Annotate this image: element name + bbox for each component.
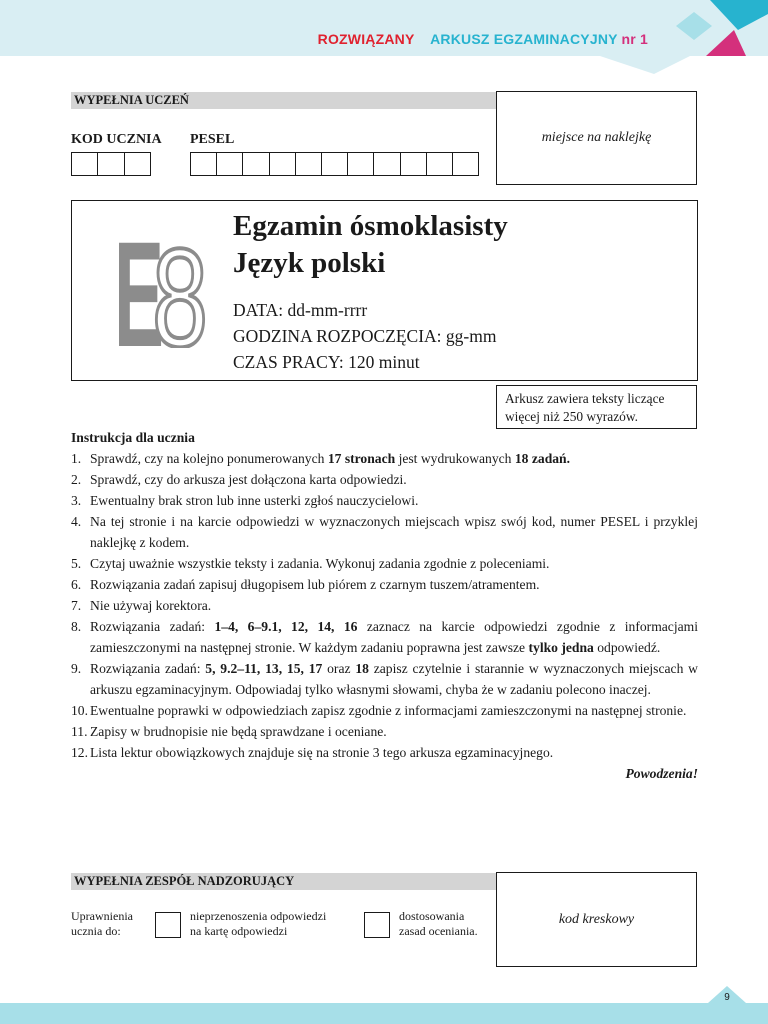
instruction-item bbox=[71, 658, 698, 700]
instruction-number: 7. bbox=[71, 598, 82, 613]
exam-title: Egzamin ósmoklasisty bbox=[233, 210, 508, 242]
instruction-number: 3. bbox=[71, 493, 82, 508]
no-transfer-label-line2: na kartę odpowiedzi bbox=[190, 924, 288, 938]
e8-logo bbox=[114, 230, 210, 348]
instruction-text: Rozwiązania zadań: bbox=[90, 661, 206, 676]
closing-greeting: Powodzenia! bbox=[625, 766, 698, 781]
instruction-text: Ewentualne poprawki w odpowiedziach zapisz zgodnie z informacjami zamieszczonymi na następnej stronie. bbox=[90, 703, 687, 718]
pesel-cell[interactable] bbox=[374, 153, 400, 175]
instruction-text: zaznacz na karcie odpowiedzi zgodnie z informacjami zamieszczonymi na następnej stronie. W każdym zadaniu poprawna jest zawsze bbox=[90, 619, 699, 655]
instructions bbox=[71, 427, 698, 784]
pesel-cell[interactable] bbox=[453, 153, 478, 175]
student-code-cell[interactable] bbox=[72, 153, 98, 175]
pesel-cell[interactable] bbox=[191, 153, 217, 175]
instruction-number: 10. bbox=[71, 703, 88, 718]
footer-band bbox=[0, 1003, 768, 1024]
instruction-text: Sprawdź, czy do arkusza jest dołączona karta odpowiedzi. bbox=[90, 472, 407, 487]
instruction-text: Zapisy w brudnopisie nie będą sprawdzane i oceniane. bbox=[90, 724, 387, 739]
word-count-note-line2: więcej niż 250 wyrazów. bbox=[505, 409, 638, 424]
instruction-text: odpowiedź. bbox=[593, 640, 661, 655]
no-transfer-checkbox[interactable] bbox=[155, 912, 181, 938]
exam-duration: CZAS PRACY: 120 minut bbox=[233, 352, 420, 372]
instruction-number: 6. bbox=[71, 577, 82, 592]
instruction-item bbox=[71, 574, 698, 595]
adjusted-grading-label-line1: dostosowania bbox=[399, 909, 465, 923]
instruction-item bbox=[71, 490, 698, 511]
word-count-note bbox=[496, 385, 697, 429]
sticker-area-label: miejsce na naklejkę bbox=[541, 130, 652, 145]
instruction-text: Rozwiązania zadań: bbox=[90, 619, 215, 634]
pesel-cell[interactable] bbox=[217, 153, 243, 175]
student-section-band: WYPEŁNIA UCZEŃ bbox=[71, 92, 496, 109]
no-transfer-label bbox=[190, 909, 326, 939]
instruction-bold-text: 18 zadań. bbox=[514, 451, 571, 466]
pesel-cell[interactable] bbox=[348, 153, 374, 175]
instruction-item bbox=[71, 700, 698, 721]
student-code-cell[interactable] bbox=[98, 153, 124, 175]
rights-label-line1: Uprawnienia bbox=[71, 909, 133, 923]
e8-logo-digit: 8 bbox=[152, 230, 208, 348]
instruction-number: 11. bbox=[71, 724, 88, 739]
exam-date: DATA: dd-mm-rrrr bbox=[233, 300, 368, 320]
instruction-number: 2. bbox=[71, 472, 82, 487]
e8-logo-letter: E bbox=[114, 230, 164, 348]
instruction-item bbox=[71, 469, 698, 490]
instruction-bold-text: 18 bbox=[355, 661, 369, 676]
instructions-heading: Instrukcja dla ucznia bbox=[71, 430, 195, 445]
instruction-number: 5. bbox=[71, 556, 82, 571]
instruction-bold-text: tylko jedna bbox=[528, 640, 594, 655]
instruction-text: Sprawdź, czy na kolejno ponumerowanych bbox=[90, 451, 328, 466]
instruction-text: Na tej stronie i na karcie odpowiedzi w wyznaczonych miejscach wpisz swój kod, numer PESEL i przyklej naklejkę z kodem. bbox=[90, 514, 698, 550]
pesel-cell[interactable] bbox=[270, 153, 296, 175]
header-title bbox=[318, 31, 648, 47]
pesel-cell[interactable] bbox=[296, 153, 322, 175]
adjusted-grading-checkbox[interactable] bbox=[364, 912, 390, 938]
instruction-item bbox=[71, 616, 698, 658]
instruction-text: oraz bbox=[322, 661, 356, 676]
student-code-field[interactable] bbox=[71, 152, 151, 176]
pesel-cell[interactable] bbox=[427, 153, 453, 175]
student-code-cell[interactable] bbox=[125, 153, 150, 175]
instruction-bold-text: 17 stronach bbox=[327, 451, 396, 466]
word-count-note-line1: Arkusz zawiera teksty liczące bbox=[505, 391, 665, 406]
exam-start-time: GODZINA ROZPOCZĘCIA: gg-mm bbox=[233, 326, 497, 346]
adjusted-grading-label-line2: zasad oceniania. bbox=[399, 924, 478, 938]
rights-label-line2: ucznia do: bbox=[71, 924, 121, 938]
instruction-bold-text: 5, 9.2–11, 13, 15, 17 bbox=[205, 661, 323, 676]
header-title-number: nr 1 bbox=[621, 31, 648, 47]
header-decoration-shapes bbox=[676, 0, 768, 62]
barcode-area[interactable] bbox=[496, 872, 697, 967]
instruction-number: 8. bbox=[71, 619, 82, 634]
pesel-label: PESEL bbox=[190, 132, 235, 147]
instruction-number: 1. bbox=[71, 451, 82, 466]
student-code-label: KOD UCZNIA bbox=[71, 132, 162, 147]
header-title-sheet: ARKUSZ EGZAMINACYJNY bbox=[430, 31, 618, 47]
adjusted-grading-label bbox=[399, 909, 478, 939]
exam-subject: Język polski bbox=[233, 247, 386, 279]
instruction-text: Czytaj uważnie wszystkie teksty i zadania. Wykonuj zadania zgodnie z poleceniami. bbox=[90, 556, 550, 571]
instruction-item bbox=[71, 448, 698, 469]
pesel-field[interactable] bbox=[190, 152, 479, 176]
instruction-text: Lista lektur obowiązkowych znajduje się na stronie 3 tego arkusza egzaminacyjnego. bbox=[90, 745, 554, 760]
instruction-item bbox=[71, 511, 698, 553]
instruction-text: jest wydrukowanych bbox=[395, 451, 515, 466]
pesel-cell[interactable] bbox=[401, 153, 427, 175]
instruction-text: Nie używaj korektora. bbox=[90, 598, 212, 613]
barcode-area-label: kod kreskowy bbox=[558, 911, 635, 927]
page-number: 9 bbox=[724, 992, 730, 1003]
header-title-solved: ROZWIĄZANY bbox=[317, 31, 415, 47]
supervisor-section-band: WYPEŁNIA ZESPÓŁ NADZORUJĄCY bbox=[71, 873, 496, 890]
pesel-cell[interactable] bbox=[322, 153, 348, 175]
instructions-list bbox=[71, 448, 698, 763]
rights-label bbox=[71, 909, 133, 939]
instruction-item bbox=[71, 742, 698, 763]
instruction-text: Rozwiązania zadań zapisuj długopisem lub piórem z czarnym tuszem/atramentem. bbox=[90, 577, 540, 592]
instruction-number: 4. bbox=[71, 514, 82, 529]
no-transfer-label-line1: nieprzenoszenia odpowiedzi bbox=[190, 909, 327, 923]
instruction-text: zapisz czytelnie i starannie w wyznaczonych miejscach w arkuszu egzaminacyjnym. Odpowiadaj tylko własnymi słowami, chyba że w zadaniu polecono inaczej. bbox=[90, 661, 698, 697]
instruction-text: Ewentualny brak stron lub inne usterki zgłoś nauczycielowi. bbox=[90, 493, 419, 508]
instruction-item bbox=[71, 595, 698, 616]
instruction-item bbox=[71, 553, 698, 574]
instruction-item bbox=[71, 721, 698, 742]
instruction-number: 9. bbox=[71, 661, 82, 676]
instruction-bold-text: 1–4, 6–9.1, 12, 14, 16 bbox=[214, 619, 358, 634]
pesel-cell[interactable] bbox=[243, 153, 269, 175]
instruction-number: 12. bbox=[71, 745, 88, 760]
sticker-area[interactable] bbox=[496, 91, 697, 185]
